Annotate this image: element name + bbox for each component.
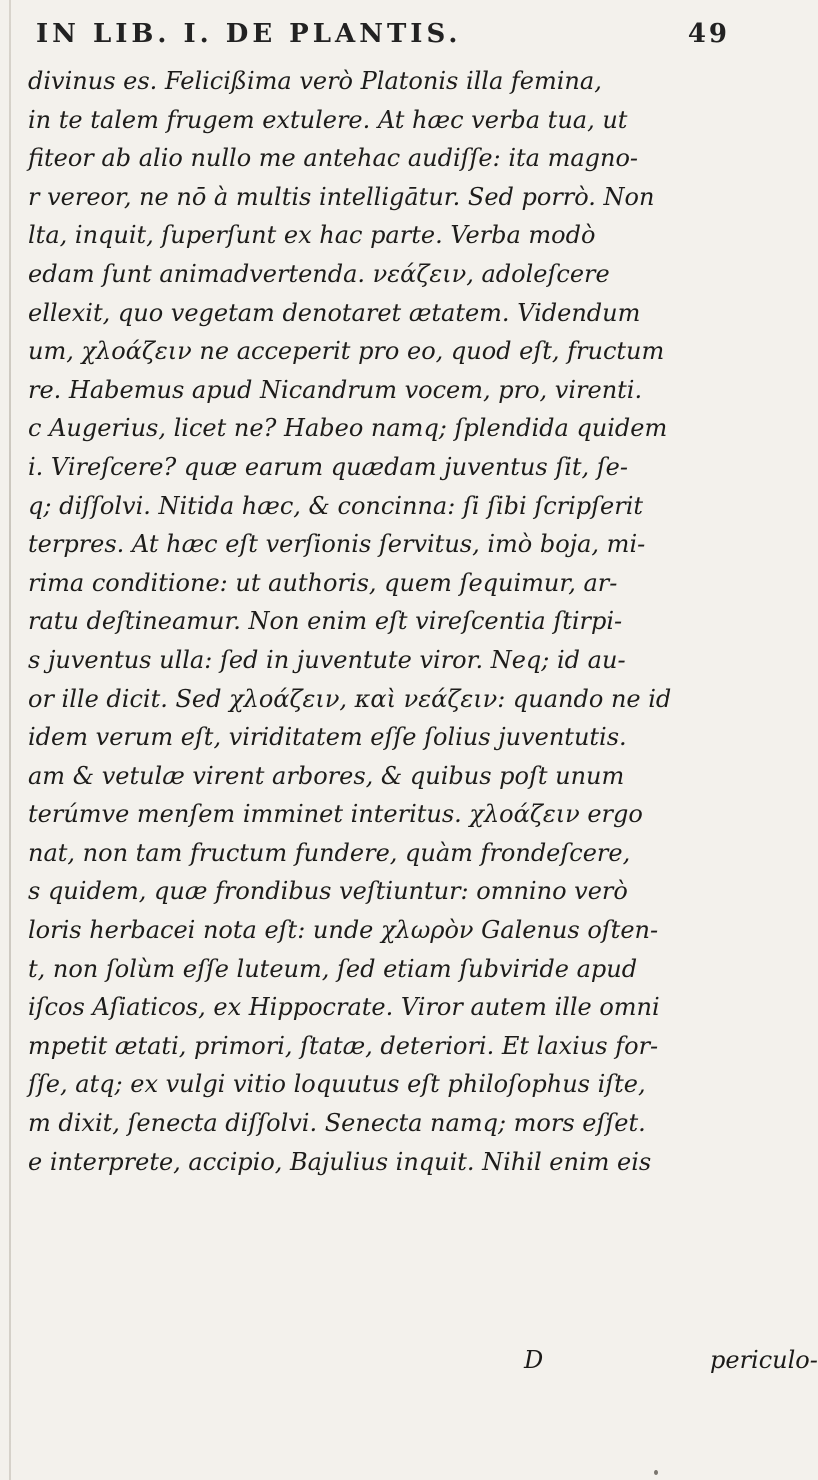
text-line: ratu deſtineamur. Non enim eſt vireſcentia ſtirpi-	[28, 607, 623, 636]
text-line: um, χλοάζειν ne acceperit pro eo, quod eſt, fructum	[28, 337, 665, 366]
gutter-shadow	[9, 0, 11, 1480]
text-line: ſſe, atq; ex vulgi vitio loquutus eſt philoſophus iſte,	[28, 1070, 646, 1099]
text-line: loris herbacei nota eſt: unde χλωρὸν Galenus oſten-	[28, 916, 659, 945]
text-line	[28, 1258, 796, 1297]
text-line: c Augerius, licet ne? Habeo namq; ſplendida quidem	[28, 414, 668, 443]
text-line: mpetit ætati, primori, ſtatæ, deteriori. Et laxius for-	[28, 1031, 659, 1060]
text-line: divinus es. Felicißima verò Platonis illa femina,	[28, 67, 602, 95]
text-line: terpres. At hæc eſt verſionis ſervitus, imò boja, mi-	[28, 530, 646, 559]
text-line: or ille dicit. Sed χλοάζειν, καὶ νεάζειν: quando ne id	[28, 684, 672, 713]
text-line: iſcos Aſiaticos, ex Hippocrate. Viror autem ille omni	[28, 993, 660, 1022]
text-line: s quidem, quæ frondibus veſtiuntur: omnino verò	[28, 877, 628, 906]
page-number: 49	[687, 19, 730, 49]
text-line: fiteor ab alio nullo me antehac audiſſe: ita magno-	[28, 144, 639, 173]
footer-line	[28, 1340, 818, 1380]
page-header	[36, 14, 756, 54]
text-line: lta, inquit, ſuperſunt ex hac parte. Verba modò	[28, 221, 596, 250]
text-line	[28, 1220, 796, 1259]
text-line	[28, 1297, 796, 1336]
text-line: terúmve menſem imminet interitus. χλοάζειν ergo	[28, 800, 643, 829]
text-line: q; diſſolvi. Nitida hæc, & concinna: ſi ſibi ſcripſerit	[28, 491, 644, 520]
running-head: IN LIB. I. DE PLANTIS.	[36, 19, 462, 49]
text-line: i. Vireſcere? quæ earum quædam juventus ſit, ſe-	[28, 452, 628, 481]
text-line: r vereor, ne nō à multis intelligātur. Sed porrò. Non	[28, 182, 655, 211]
signature-mark: D	[524, 1346, 544, 1374]
text-line: rima conditione: ut authoris, quem ſequimur, ar-	[28, 568, 618, 597]
text-line: am & vetulæ virent arbores, & quibus poſt unum	[28, 761, 625, 790]
text-line: ellexit, quo vegetam denotaret ætatem. Videndum	[28, 298, 641, 327]
text-line: s juventus ulla: ſed in juventute viror. Neq; id au-	[28, 645, 626, 674]
body-text	[28, 62, 796, 1336]
text-line: idem verum eſt, viriditatem eſſe ſolius juventutis.	[28, 723, 627, 752]
text-line: re. Habemus apud Nicandrum vocem, pro, virenti.	[28, 375, 643, 404]
text-line: edam ſunt animadvertenda. νεάζειν, adoleſcere	[28, 259, 610, 288]
text-line: t, non ſolùm eſſe luteum, ſed etiam ſubviride apud	[28, 954, 638, 983]
text-line: in te talem frugem extulere. At hæc verba tua, ut	[28, 105, 628, 134]
catchword: periculo-	[710, 1346, 818, 1374]
text-line: m dixit, ſenecta diſſolvi. Senecta namq; mors eſſet.	[28, 1109, 646, 1138]
text-line	[28, 1181, 796, 1220]
ink-spot	[654, 1470, 658, 1475]
text-line: e interprete, accipio, Bajulius inquit. Nihil enim eis	[28, 1147, 652, 1176]
text-line: nat, non tam fructum fundere, quàm frondeſcere,	[28, 838, 631, 867]
